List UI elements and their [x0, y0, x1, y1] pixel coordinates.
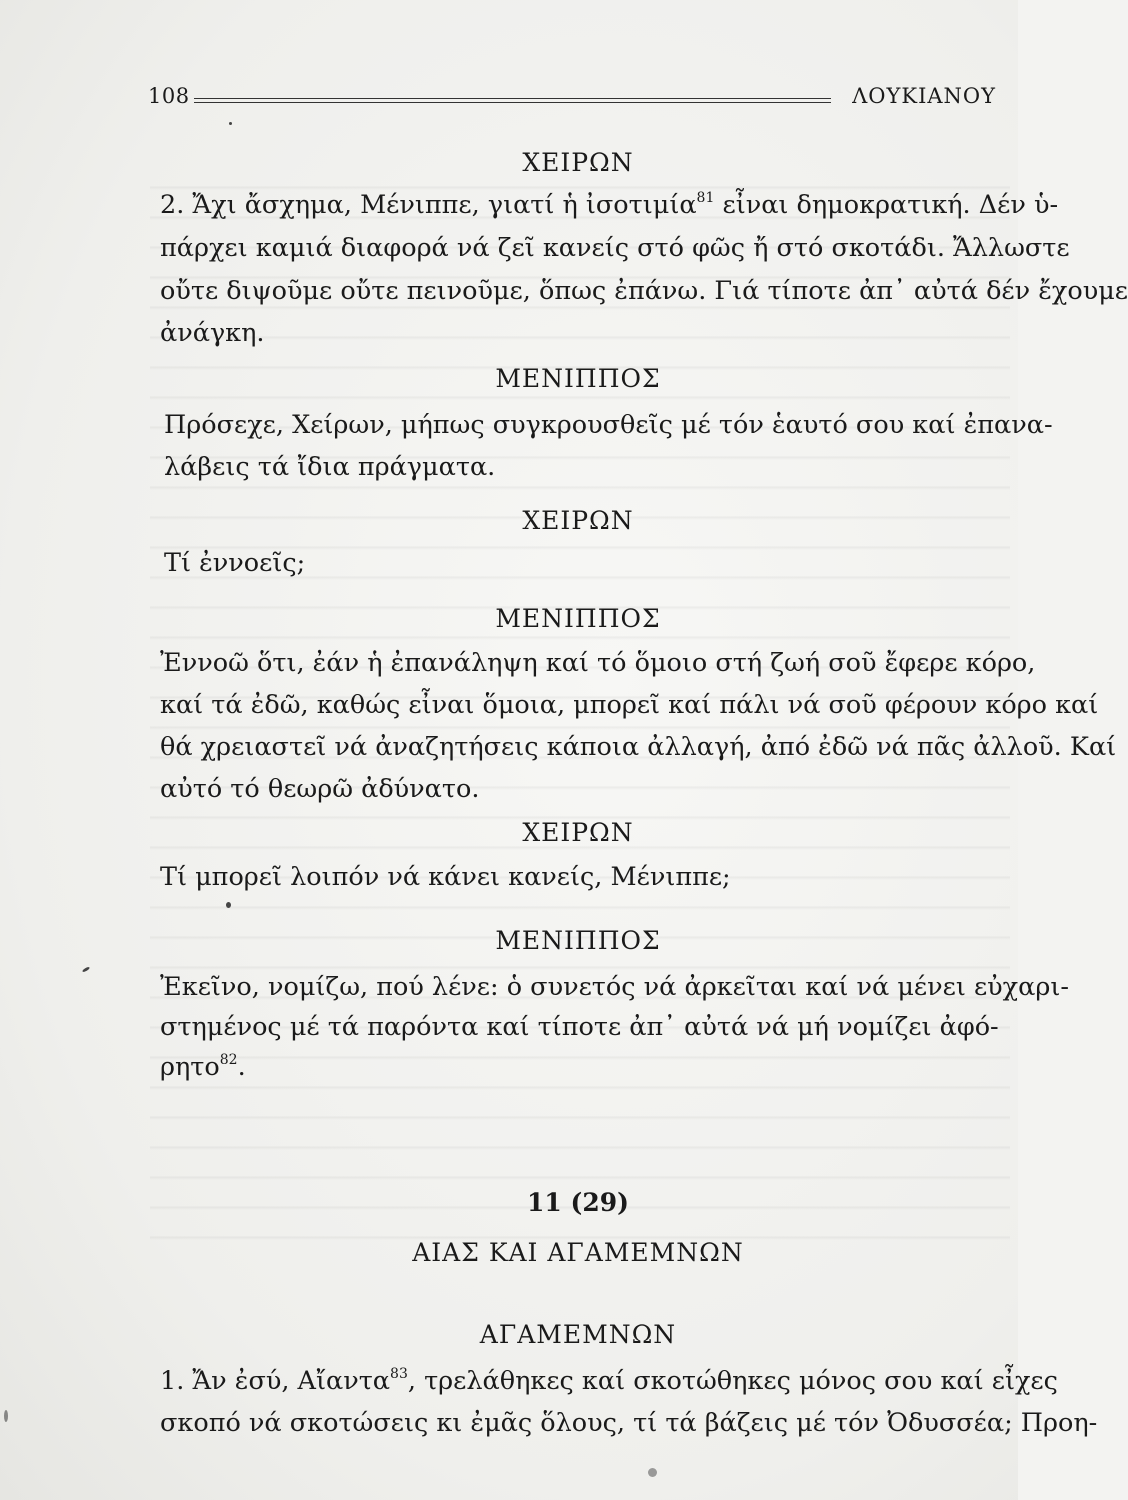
dialogue-title: ΑΙΑΣ ΚΑΙ ΑΓΑΜΕΜΝΩΝ — [412, 1238, 744, 1267]
footnote-ref: 82 — [219, 1052, 238, 1068]
footnote-ref: 81 — [696, 190, 715, 206]
text-line: Πρόσεχε, Χείρων, μήπως συγκρουσθεῖς μέ τόν ἑαυτό σου καί ἐπανα- — [164, 410, 1053, 440]
text-line: στημένος μέ τά παρόντα καί τίποτε ἀπ᾽ αὐτά νά μή νομίζει ἀφό- — [160, 1012, 999, 1042]
text-line: Τί μπορεῖ λοιπόν νά κάνει κανείς, Μένιππε; — [160, 862, 731, 892]
scan-speck — [648, 1468, 657, 1477]
scan-speck — [229, 122, 232, 125]
text-line: 1. Ἄν ἐσύ, Αἴαντα$^{83}$, τρελάθηκες καί σκοτώθηκες μόνος σου καί εἶχες — [160, 1366, 1058, 1396]
text-line: σκοπό νά σκοτώσεις κι ἐμᾶς ὅλους, τί τά βάζεις μέ τόν Ὀδυσσέα; Προη- — [160, 1408, 1098, 1438]
text-line: 2. Ἄχι ἄσχημα, Μένιππε, γιατί ἡ ἰσοτιμία$^{81}$ εἶναι δημοκρατική. Δέν ὑ- — [160, 190, 1059, 220]
speaker-heading: ΜΕΝΙΠΠΟΣ — [495, 364, 661, 393]
header-rule — [194, 98, 831, 103]
text-line: οὔτε διψοῦμε οὔτε πεινοῦμε, ὅπως ἐπάνω. Γιά τίποτε ἀπ᾽ αὐτά δέν ἔχουμε — [160, 276, 1128, 306]
speaker-heading: ΧΕΙΡΩΝ — [522, 818, 634, 847]
text-line: ρητο$^{82}$. — [160, 1052, 246, 1082]
speaker-heading: ΑΓΑΜΕΜΝΩΝ — [479, 1320, 677, 1349]
page-number: 108 — [148, 84, 190, 108]
running-head — [148, 84, 996, 114]
text-line: αὐτό τό θεωρῶ ἀδύνατο. — [160, 774, 480, 804]
text-line: ἀνάγκη. — [160, 318, 265, 348]
speaker-heading: ΜΕΝΙΠΠΟΣ — [495, 604, 661, 633]
scan-speck — [4, 1410, 8, 1422]
speaker-heading: ΧΕΙΡΩΝ — [522, 506, 634, 535]
text-line: Ἐννοῶ ὅτι, ἐάν ἡ ἐπανάληψη καί τό ὅμοιο στή ζωή σοῦ ἔφερε κόρο, — [160, 648, 1036, 678]
running-head-author: ΛΟΥΚΙΑΝΟΥ — [852, 84, 996, 108]
speaker-heading: ΜΕΝΙΠΠΟΣ — [495, 926, 661, 955]
text-line: λάβεις τά ἴδια πράγματα. — [164, 452, 496, 482]
dialogue-number: 11 (29) — [527, 1188, 629, 1217]
text-line: Ἐκεῖνο, νομίζω, πού λένε: ὁ συνετός νά ἀρκεῖται καί νά μένει εὐχαρι- — [160, 972, 1069, 1002]
text-line: Τί ἐννοεῖς; — [164, 548, 306, 578]
scan-speck — [226, 902, 231, 908]
footnote-ref: 83 — [390, 1366, 408, 1382]
text-line: πάρχει καμιά διαφορά νά ζεῖ κανείς στό φῶς ἤ στό σκοτάδι. Ἄλλωστε — [160, 233, 1070, 263]
speaker-heading: ΧΕΙΡΩΝ — [522, 148, 634, 177]
text-line: θά χρειαστεῖ νά ἀναζητήσεις κάποια ἀλλαγή, ἀπό ἐδῶ νά πᾶς ἀλλοῦ. Καί — [160, 732, 1117, 762]
scan-speck — [82, 966, 90, 973]
text-line: καί τά ἐδῶ, καθώς εἶναι ὅμοια, μπορεῖ καί πάλι νά σοῦ φέρουν κόρο καί — [160, 690, 1099, 720]
